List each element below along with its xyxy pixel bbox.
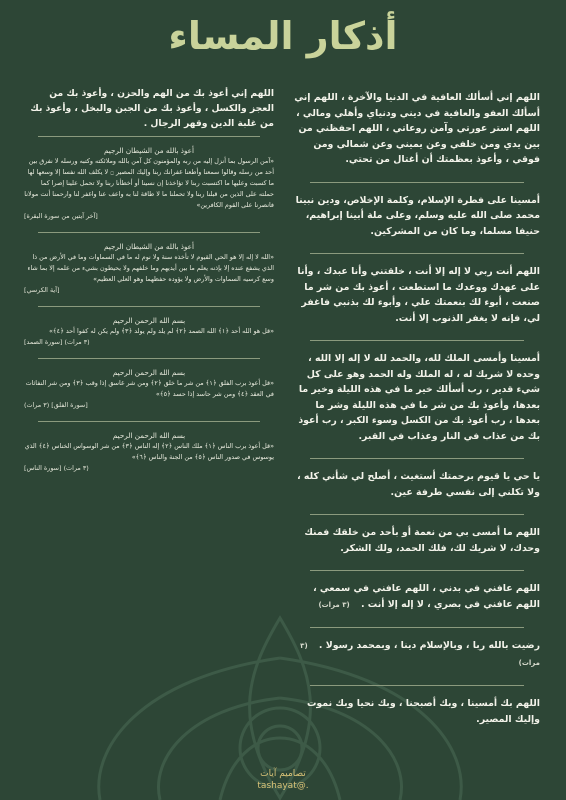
dhikr-text: رضيت بالله ربا ، وبالإسلام دينا ، وبمحمد رسولا . [318,640,540,651]
dhikr-text: اللهم عافني في بدني ، اللهم عافني في سمعي ، اللهم عافني في بصري ، لا إله إلا أنت . [313,583,540,610]
dhikr-item: اللهم إني أعوذ بك من الهم والحزن ، وأعوذ بك من العجز والكسل ، وأعوذ بك من الجبن والبخل ، وأعوذ بك من غلبة الدين وقهر الرجال . [30,88,274,129]
surah-name: [سورة الصمد] [24,338,63,346]
divider [38,421,260,422]
repeat-count: (٣ مرات) [64,338,90,346]
source-note: [آية الكرسي] [24,286,60,294]
divider [38,232,260,233]
repeat-count: (٣ مرات) [300,642,540,667]
verse-text: «قل هو الله أحد ﴿١﴾ الله الصمد ﴿٢﴾ لم يلد ولم يولد ﴿٣﴾ ولم يكن له كفوا أحد ﴿٤﴾» [49,327,274,335]
divider [38,136,260,137]
footer-credit [0,768,566,792]
dhikr-item: اللهم إني أسألك العافية في الدنيا والآخرة ، اللهم إني أسألك العفو والعافية في ديني ودنياي وأهلي ومالي ، اللهم استر عورتي وآمن روعاتي ، اللهم احفظني من بين يدي ومن خلفي وعن يميني وعن شمالي ومن فوقي ، وأعوذ بعظمتك أن أغتال من تحتي. [294,92,540,165]
dhikr-item: أمسينا على فطرة الإسلام، وكلمة الإخلاص، ودين نبينا محمد صلى الله عليه وسلم، وعلى ملة أبينا إبراهيم، حنيفا مسلما، وما كان من المشركين. [295,194,540,237]
basmala-heading: بسم الله الرحمن الرحيم [112,316,186,325]
divider [38,358,260,359]
right-column [292,86,542,735]
divider [310,458,524,459]
source-note [24,400,274,411]
divider [310,627,524,628]
surah-name: [سورة الفلق] [51,401,88,409]
quran-block [24,427,274,479]
istiadha-heading: أعوذ بالله من الشيطان الرجيم [104,146,194,155]
divider [310,685,524,686]
verse-text: «قل أعوذ برب الناس ﴿١﴾ ملك الناس ﴿٢﴾ إله الناس ﴿٣﴾ من شر الوسواس الخناس ﴿٤﴾ الذي يوسوس في صدور الناس ﴿٥﴾ من الجنة والناس ﴿٦﴾» [24,442,274,461]
verse-text: «الله لا إله إلا هو الحي القيوم لا تأخذه سنة ولا نوم له ما في السماوات وما في الأرض من ذا الذي يشفع عنده إلا بإذنه يعلم ما بين أيديهم وما خلفهم ولا يحيطون بشيء من علمه إلا بما شاء وسع كرسيه السماوات والأرض ولا يؤوده حفظهما وهو العلي العظيم» [27,253,274,283]
quran-block [24,364,274,416]
surah-name: [سورة الناس] [24,464,62,472]
basmala-heading: بسم الله الرحمن الرحيم [112,368,186,377]
left-column [24,86,274,479]
divider [310,182,524,183]
source-note [24,463,274,474]
footer-handle: tashayat@. [257,781,309,791]
istiadha-heading: أعوذ بالله من الشيطان الرجيم [104,242,194,251]
dhikr-item: أمسينا وأمسى الملك لله، والحمد لله لا إله إلا الله ، وحده لا شريك له ، له الملك وله الحمد وهو على كل شيء قدير ، رب أسألك خير ما في هذه الليلة وخير ما بعدها، وأعوذ بك من شر ما في هذه الليلة وشر ما بعدها ، رب أعوذ بك من الكسل وسوء الكبر ، رب أعوذ بك من عذاب في النار وعذاب في القبر. [298,353,540,442]
quran-block [24,312,274,353]
divider [38,306,260,307]
dhikr-item: اللهم أنت ربي لا إله إلا أنت ، خلقتني وأنا عبدك ، وأنا على عهدك ووعدك ما استطعت ، أعوذ بك من شر ما صنعت ، أبوء لك بنعمتك علي ، وأبوء لك بذنبي فاغفر لي، فإنه لا يغفر الذنوب إلا أنت. [297,266,540,324]
divider [310,570,524,571]
verse-text: «آمن الرسول بما أنزل إليه من ربه والمؤمنون كل آمن بالله وملائكته وكتبه ورسله لا نفرق بين أحد من رسله وقالوا سمعنا وأطعنا غفرانك ربنا وإليك المصير ۝ لا يكلف الله نفسا إلا وسعها لها ما كسبت وعليها ما اكتسبت ربنا لا تؤاخذنا إن نسينا أو أخطأنا ربنا ولا تحمل علينا إصرا كما حملته على الذين من قبلنا ربنا ولا تحملنا ما لا طاقة لنا به واعف عنا واغفر لنا وارحمنا أنت مولانا فانصرنا على القوم الكافرين» [24,157,274,209]
dhikr-item: يا حي يا قيوم برحمتك أستغيث ، أصلح لي شأني كله ، ولا تكلني إلى نفسي طرفة عين. [297,471,540,498]
verse-text: «قل أعوذ برب الفلق ﴿١﴾ من شر ما خلق ﴿٢﴾ ومن شر غاسق إذا وقب ﴿٣﴾ ومن شر النفاثات في العقد ﴿٤﴾ ومن شر حاسد إذا حسد ﴿٥﴾» [25,379,274,398]
quran-block [24,142,274,227]
quran-block [24,238,274,301]
repeat-count: (٣ مرات) [318,600,350,609]
source-note [24,337,274,348]
divider [310,514,524,515]
dhikr-item: اللهم ما أمسى بي من نعمة أو بأحد من خلقك فمنك وحدك، لا شريك لك، فلك الحمد، ولك الشكر. [304,527,540,554]
divider [310,340,524,341]
repeat-count: (٣ مرات) [24,401,50,409]
page-title: أذكار المساء [168,14,398,58]
dhikr-item [292,577,542,621]
dhikr-item [292,634,542,679]
footer-brand: تصاميم آيات [260,769,306,779]
dhikr-item: اللهم بك أمسينا ، وبك أصبحنا ، وبك نحيا وبك نموت وإليك المصير. [306,698,540,725]
divider [310,253,524,254]
source-note: [آخر آيتين من سورة البقرة] [24,212,98,220]
repeat-count: (٣ مرات) [63,464,89,472]
basmala-heading: بسم الله الرحمن الرحيم [112,431,186,440]
